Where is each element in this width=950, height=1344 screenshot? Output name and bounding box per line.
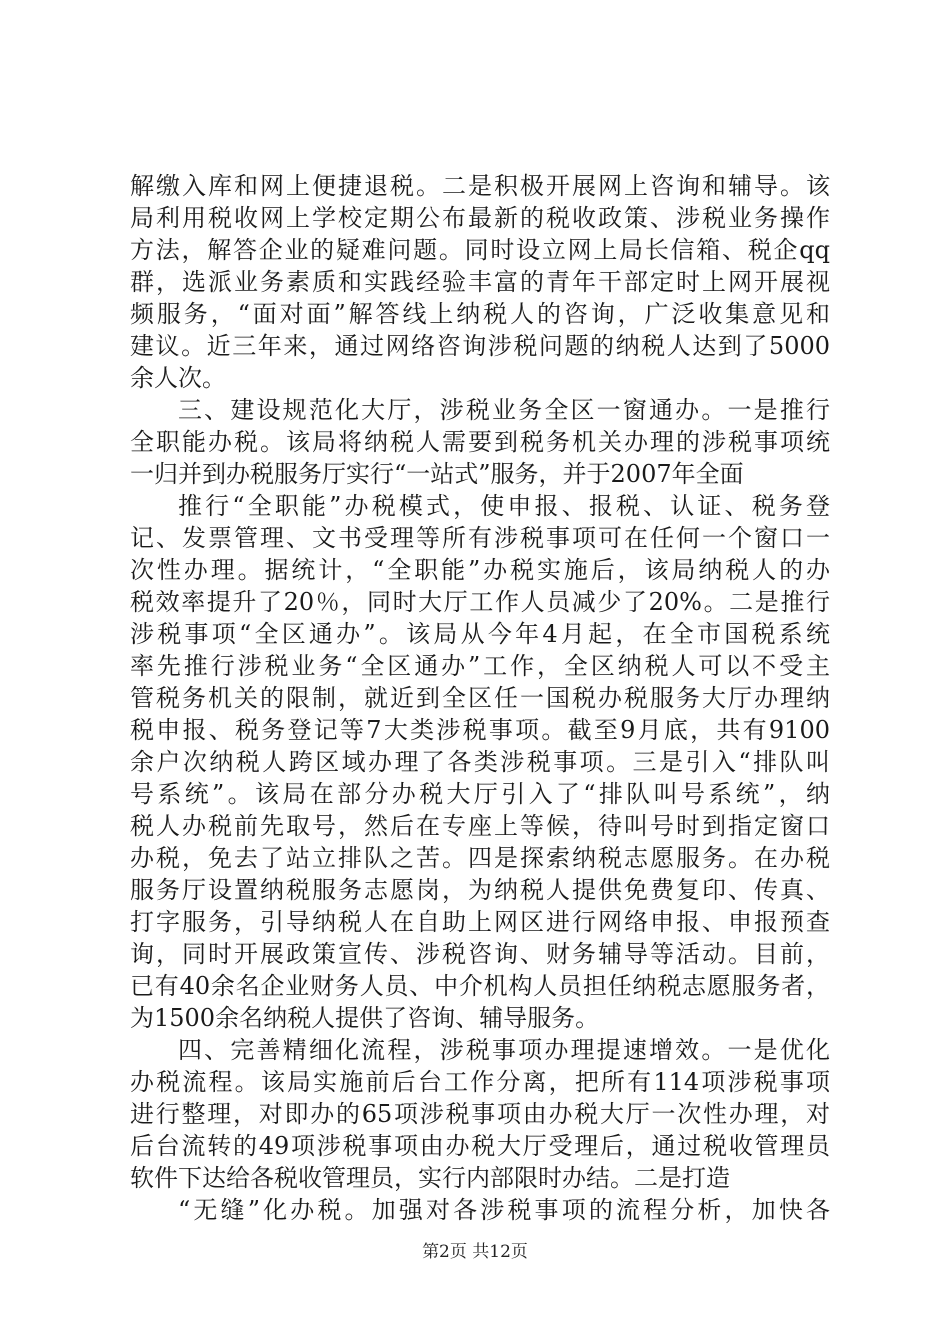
- text-line: 已有40余名企业财务人员、中介机构人员担任纳税志愿服务者，: [130, 972, 830, 1000]
- text-line: 号系统”。该局在部分办税大厅引入了“排队叫号系统”，纳: [130, 780, 830, 808]
- text-line: 方法，解答企业的疑难问题。同时设立网上局长信箱、税企qq: [130, 236, 830, 264]
- text-line: 三、建设规范化大厅，涉税业务全区一窗通办。一是推行: [178, 396, 830, 424]
- text-line: 办税，免去了站立排队之苦。四是探索纳税志愿服务。在办税: [130, 844, 830, 872]
- text-line: 局利用税收网上学校定期公布最新的税收政策、涉税业务操作: [130, 204, 830, 232]
- text-line: 打字服务，引导纳税人在自助上网区进行网络申报、申报预查: [130, 908, 830, 936]
- text-line: 一归并到办税服务厅实行“一站式”服务，并于2007年全面: [130, 460, 744, 488]
- text-line: 全职能办税。该局将纳税人需要到税务机关办理的涉税事项统: [130, 428, 830, 456]
- document-body: [130, 170, 830, 1226]
- text-line: 推行“全职能”办税模式，使申报、报税、认证、税务登: [178, 492, 830, 520]
- text-line: 办税流程。该局实施前后台工作分离，把所有114项涉税事项: [130, 1068, 830, 1096]
- text-line: 建议。近三年来，通过网络咨询涉税问题的纳税人达到了5000: [130, 332, 830, 360]
- page-footer: 第2页 共12页: [422, 1242, 528, 1262]
- text-line: 为1500余名纳税人提供了咨询、辅导服务。: [130, 1004, 600, 1032]
- text-line: 解缴入库和网上便捷退税。二是积极开展网上咨询和辅导。该: [130, 172, 830, 200]
- text-line: 税人办税前先取号，然后在专座上等候，待叫号时到指定窗口: [130, 812, 830, 840]
- text-line: 余户次纳税人跨区域办理了各类涉税事项。三是引入“排队叫: [130, 748, 830, 776]
- text-line: 群，选派业务素质和实践经验丰富的青年干部定时上网开展视: [130, 268, 830, 296]
- text-line: 后台流转的49项涉税事项由办税大厅受理后，通过税收管理员: [130, 1132, 830, 1160]
- text-line: 余人次。: [130, 364, 226, 392]
- text-line: 税申报、税务登记等7大类涉税事项。截至9月底，共有9100: [130, 716, 830, 744]
- text-line: 频服务，“面对面”解答线上纳税人的咨询，广泛收集意见和: [130, 300, 830, 328]
- text-line: 率先推行涉税业务“全区通办”工作，全区纳税人可以不受主: [130, 652, 830, 680]
- text-line: 软件下达给各税收管理员，实行内部限时办结。二是打造: [130, 1164, 730, 1192]
- text-line: 记、发票管理、文书受理等所有涉税事项可在任何一个窗口一: [130, 524, 830, 552]
- text-line: 次性办理。据统计，“全职能”办税实施后，该局纳税人的办: [130, 556, 830, 584]
- text-line: 四、完善精细化流程，涉税事项办理提速增效。一是优化: [178, 1036, 830, 1064]
- text-line: 税效率提升了20％，同时大厅工作人员减少了20%。二是推行: [130, 588, 830, 616]
- text-line: 询，同时开展政策宣传、涉税咨询、财务辅导等活动。目前，: [130, 940, 830, 968]
- text-line: “无缝”化办税。加强对各涉税事项的流程分析，加快各: [178, 1196, 830, 1224]
- text-line: 管税务机关的限制，就近到全区任一国税办税服务大厅办理纳: [130, 684, 830, 712]
- text-line: 涉税事项“全区通办”。该局从今年4月起，在全市国税系统: [130, 620, 830, 648]
- text-line: 进行整理，对即办的65项涉税事项由办税大厅一次性办理，对: [130, 1100, 830, 1128]
- text-line: 服务厅设置纳税服务志愿岗，为纳税人提供免费复印、传真、: [130, 876, 830, 904]
